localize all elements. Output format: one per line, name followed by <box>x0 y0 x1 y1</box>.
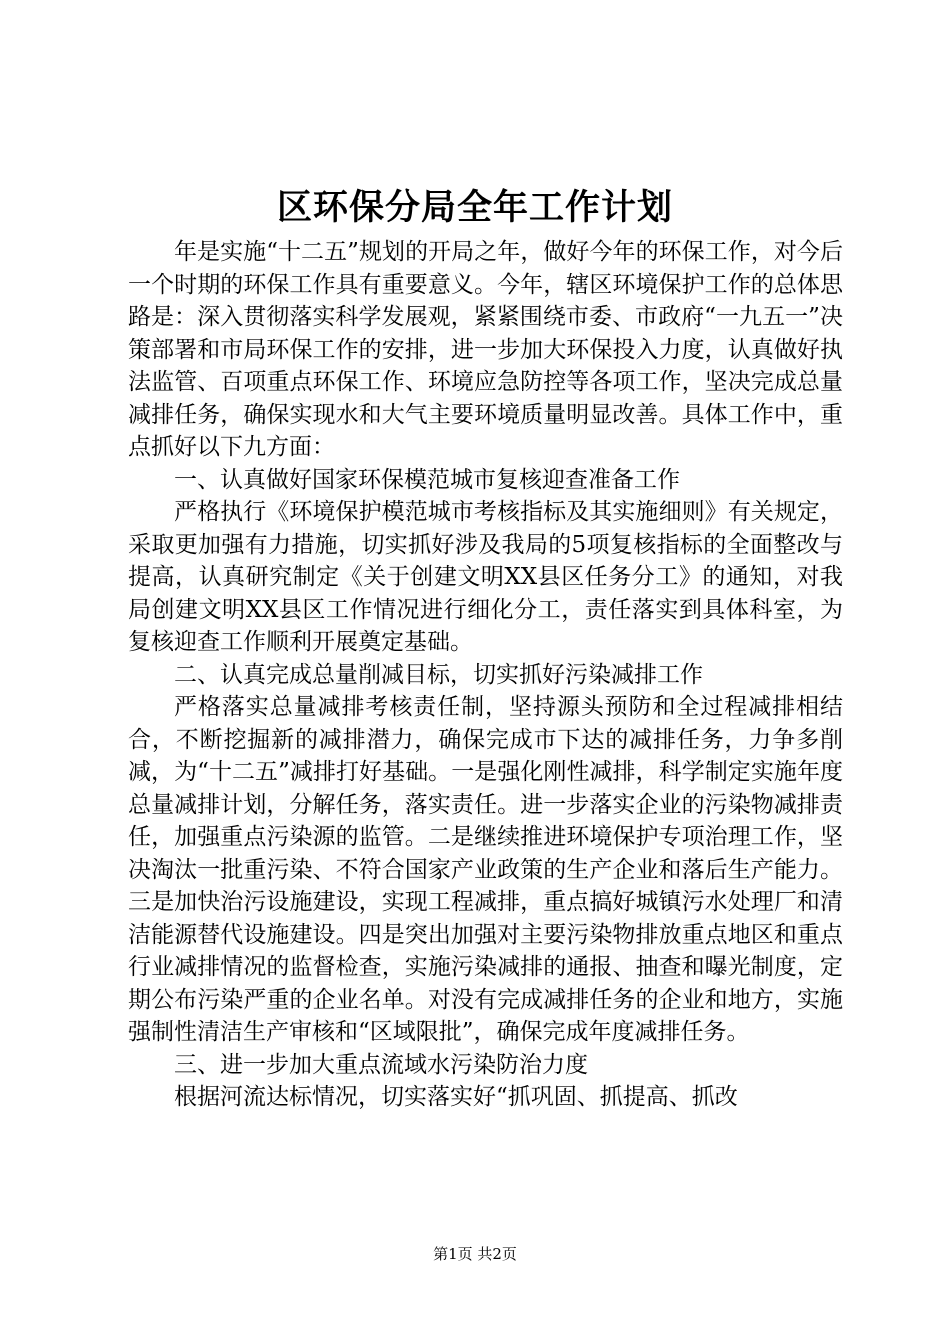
page-number-footer: 第1页 共2页 <box>433 1245 517 1263</box>
section-heading-3: 三、进一步加大重点流域水污染防治力度 <box>174 1051 588 1078</box>
section-paragraph-2: 严格落实总量减排考核责任制，坚持源头预防和全过程减排相结合，不断挖掘新的减排潜力，确保完成市下达的减排任务，力争多削减，为“十二五”减排打好基础。一是强化刚性减排，科学制定实施年度总量减排计划，分解任务，落实责任。进一步落实企业的污染物减排责任，加强重点污染源的监管。二是继续推进环境保护专项治理工作，坚决淘汰一批重污染、不符合国家产业政策的生产企业和落后生产能力。三是加快治污设施建设，实现工程减排，重点搞好城镇污水处理厂和清洁能源替代设施建设。四是突出加强对主要污染物排放重点地区和重点行业减排情况的监督检查，实施污染减排的通报、抽查和曝光制度，定期公布污染严重的企业名单。对没有完成减排任务的企业和地方，实施强制性清洁生产审核和“区域限批”，确保完成年度减排任务。 <box>128 694 843 1045</box>
document-title: 区环保分局全年工作计划 <box>276 187 673 228</box>
section-paragraph-3: 根据河流达标情况，切实落实好“抓巩固、抓提高、抓改 <box>174 1084 738 1110</box>
section-heading-2: 二、认真完成总量削减目标，切实抓好污染减排工作 <box>174 661 703 688</box>
section-paragraph-1: 严格执行《环境保护模范城市考核指标及其实施细则》有关规定，采取更加强有力措施，切实抓好涉及我局的5项复核指标的全面整改与提高，认真研究制定《关于创建文明XX县区任务分工》的通知，对我局创建文明XX县区工作情况进行细化分工，责任落实到具体科室，为复核迎查工作顺利开展奠定基础。 <box>128 499 843 655</box>
intro-paragraph: 年是实施“十二五”规划的开局之年，做好今年的环保工作，对今后一个时期的环保工作具有重要意义。今年，辖区环境保护工作的总体思路是：深入贯彻落实科学发展观，紧紧围绕市委、市政府“一九五一”决策部署和市局环保工作的安排，进一步加大环保投入力度，认真做好执法监管、百项重点环保工作、环境应急防控等各项工作，坚决完成总量减排任务，确保实现水和大气主要环境质量明显改善。具体工作中，重点抓好以下九方面： <box>128 239 843 460</box>
section-heading-1: 一、认真做好国家环保模范城市复核迎查准备工作 <box>174 466 680 493</box>
document-body <box>128 236 843 1114</box>
